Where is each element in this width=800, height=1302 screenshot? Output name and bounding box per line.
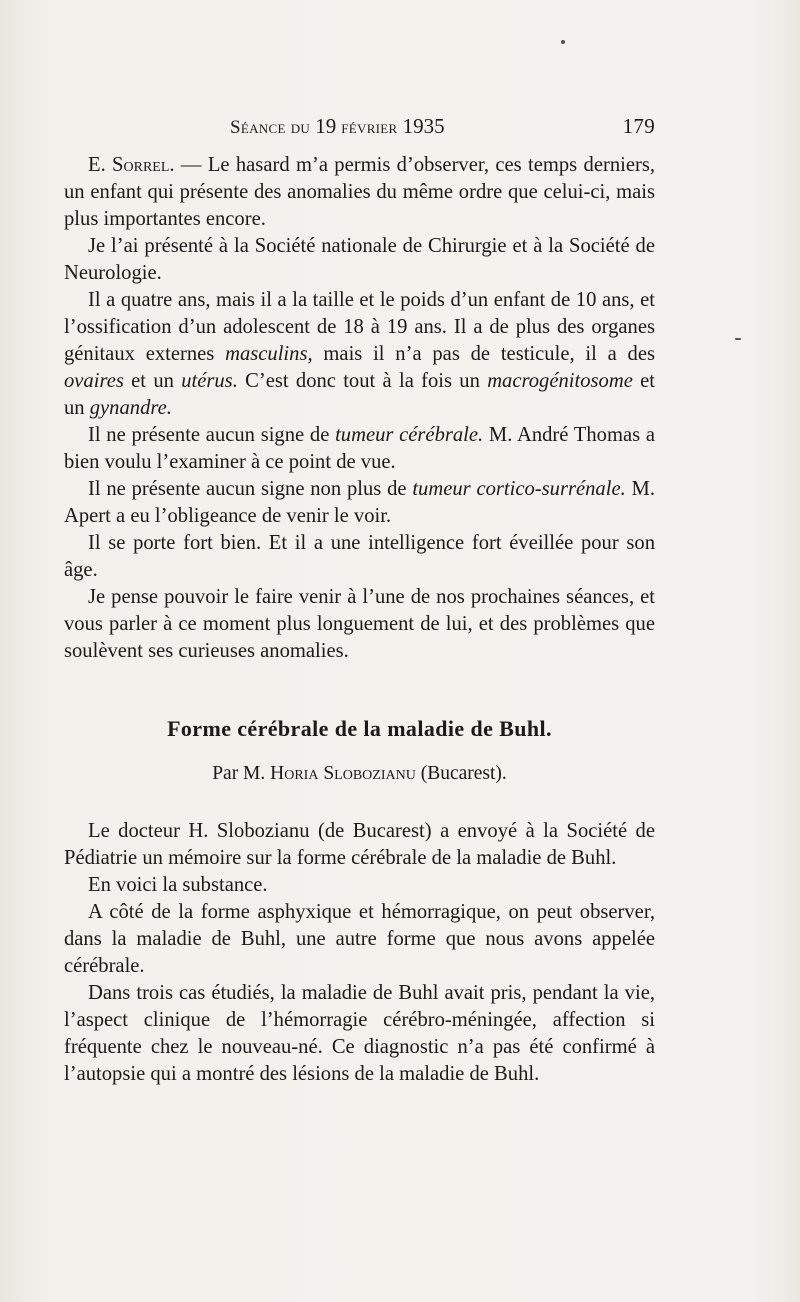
- discussion-section: [64, 152, 655, 665]
- running-head: [64, 114, 655, 144]
- author-name: Horia Slobozianu: [270, 763, 416, 784]
- running-head-title: Séance du 19 février 1935: [230, 114, 445, 138]
- discussion-paragraph: Je pense pouvoir le faire venir à l’une de nos prochaines séances, et vous parler à ce moment plus longuement de lui, et des problèmes que soulèvent ses curieuses anomalies.: [64, 586, 655, 662]
- discussion-paragraph: Je l’ai présenté à la Société nationale de Chirurgie et à la Société de Neurologie.: [64, 235, 655, 284]
- article-byline: Par M. Horia Slobozianu (Bucarest).: [212, 763, 507, 784]
- paper-speck: [561, 40, 565, 44]
- page-number: 179: [622, 114, 655, 138]
- discussion-paragraph: Il a quatre ans, mais il a la taille et le poids d’un enfant de 10 ans, et l’ossification d’un adolescent de 18 à 19 ans. Il a de plus des organes génitaux externes masculins, mais il n’a pas de testicule, il a des ovaires et un utérus. C’est donc tout à la fois un macrogénitosome et un gynandre.: [64, 289, 655, 419]
- discussion-paragraph: Il ne présente aucun signe de tumeur cérébrale. M. André Thomas a bien voulu l’examiner à ce point de vue.: [64, 424, 655, 473]
- article-title: Forme cérébrale de la maladie de Buhl.: [167, 716, 552, 741]
- discussion-paragraph: Il ne présente aucun signe non plus de tumeur cortico-surrénale. M. Apert a eu l’obligeance de venir le voir.: [64, 478, 656, 527]
- article-paragraph: Le docteur H. Slobozianu (de Bucarest) a envoyé à la Société de Pédiatrie un mémoire sur la forme cérébrale de la maladie de Buhl.: [64, 820, 655, 869]
- speaker-name: E. Sorrel.: [88, 154, 175, 176]
- paper-speck: [735, 338, 741, 340]
- article-body: [64, 818, 655, 1088]
- discussion-paragraph: E. Sorrel. — Le hasard m’a permis d’observer, ces temps derniers, un enfant qui présente des anomalies du même ordre que celui-ci, mais plus importantes encore.: [64, 154, 655, 230]
- article-paragraph: En voici la substance.: [88, 874, 268, 896]
- discussion-paragraph: Il se porte fort bien. Et il a une intelligence fort éveillée pour son âge.: [64, 532, 655, 581]
- article-paragraph: Dans trois cas étudiés, la maladie de Buhl avait pris, pendant la vie, l’aspect clinique de l’hémorragie cérébro-méningée, affection si fréquente chez le nouveau-né. Ce diagnostic n’a pas été confirmé à l’autopsie qui a montré des lésions de la maladie de Buhl.: [64, 982, 655, 1085]
- article-paragraph: A côté de la forme asphyxique et hémorragique, on peut observer, dans la maladie de Buhl, une autre forme que nous avons appelée cérébrale.: [64, 901, 655, 977]
